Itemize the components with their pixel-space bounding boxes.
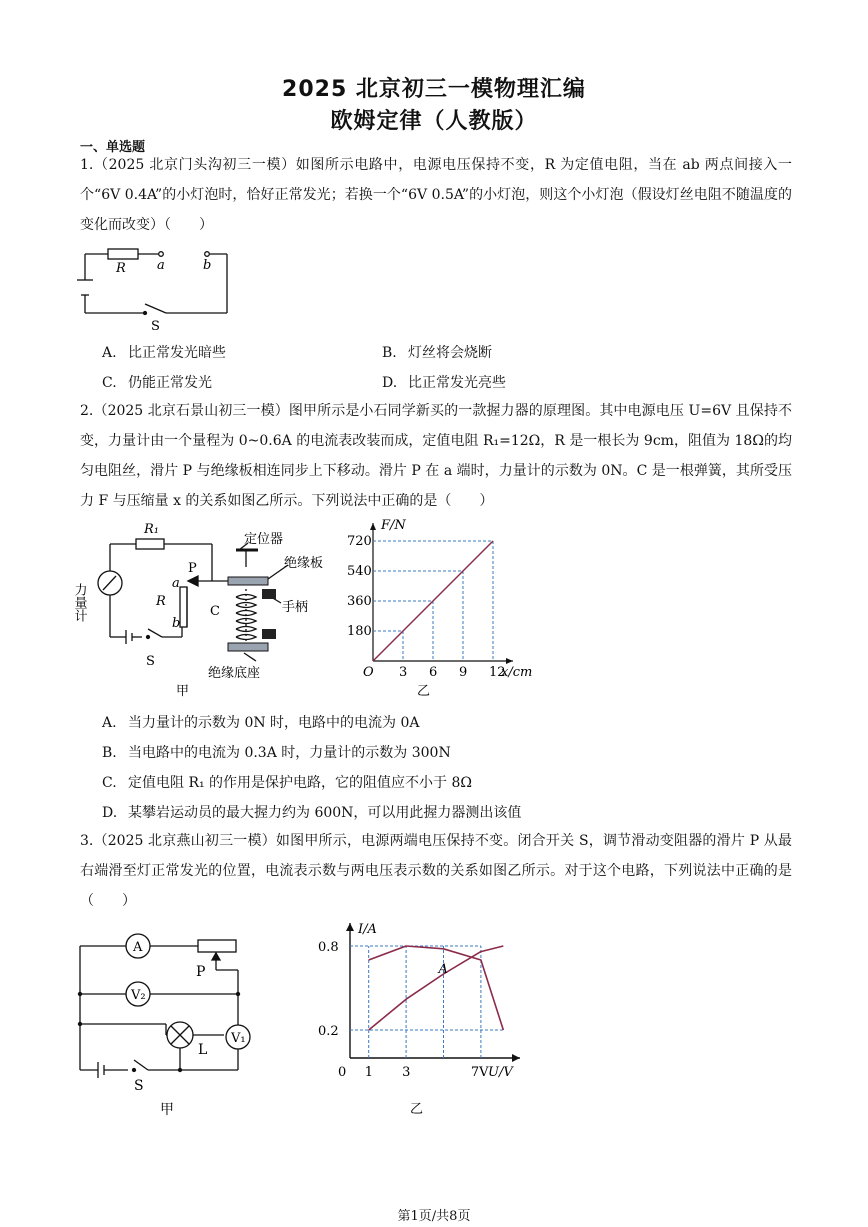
option-label: A.	[102, 345, 117, 361]
y-tick-label: 540	[347, 564, 372, 579]
q2-label-P: P	[188, 561, 197, 576]
option-text: 灯丝将会烧断	[408, 345, 492, 361]
q2-label-S: S	[146, 654, 155, 669]
q2-circuit-figure-jia	[71, 517, 346, 700]
x-axis-label: x/cm	[501, 665, 533, 680]
y-tick-label: 360	[347, 594, 372, 609]
x-axis-arrow	[506, 658, 513, 664]
option-text: 比正常发光暗些	[128, 345, 226, 361]
data-curve	[369, 946, 504, 1030]
x-axis-arrow	[512, 1054, 520, 1062]
option-label: B.	[382, 345, 397, 361]
q2-label-positioner: 定位器	[244, 532, 284, 547]
q2-force-compression-chart	[340, 515, 540, 700]
q3-label-jia: 甲	[160, 1102, 174, 1118]
q3-label-P: P	[196, 964, 206, 980]
x-axis-label: U/V	[488, 1065, 513, 1080]
option-text: 某攀岩运动员的最大握力约为 600N，可以用此握力器测出该值	[128, 805, 522, 821]
option-text: 当力量计的示数为 0N 时，电路中的电流为 0A	[128, 715, 420, 731]
q3-label-S: S	[134, 1078, 144, 1094]
q2-label-plate: 绝缘板	[284, 556, 324, 571]
y-tick-label: 0.2	[318, 1024, 339, 1039]
page-subtitle: 欧姆定律（人教版）	[330, 109, 538, 134]
x-tick-label: 9	[459, 665, 468, 680]
q2-option-b[interactable]	[102, 742, 451, 762]
option-label: D.	[382, 375, 398, 391]
x-tick-label: 3	[402, 1065, 411, 1080]
y-axis-arrow	[370, 523, 376, 530]
q1-option-a[interactable]	[102, 342, 226, 362]
page-footer: 第1页/共8页	[397, 1209, 471, 1224]
q3-circuit-figure-jia	[78, 930, 258, 1120]
page-title: 2025 北京初三一模物理汇编	[282, 77, 586, 102]
q2-label-jia: 甲	[176, 684, 190, 699]
q3-voltmeter2-label: V₂	[131, 988, 146, 1003]
q2-option-d[interactable]	[102, 802, 521, 822]
question-2-text: 2.（2025 北京石景山初三一模）图甲所示是小石同学新买的一款握力器的原理图。其中电源电压 U=6V 且保持不变，力量计由一个量程为 0~0.6A 的电流表改装而成，定值电阻 R₁=12Ω，R 是一根长为 9cm，阻值为 18Ω的均匀电阻丝，滑片 P 与绝缘板相连同步上下移动。滑片 P 在 a 端时，力量计的示数为 0N。C 是一根弹簧，其所受压力 F 与压缩量 x 的关系如图乙所示。下列说法中正确的是（ ）	[80, 403, 792, 509]
intersection-label: A	[438, 961, 448, 977]
q2-label-R: R	[156, 594, 166, 609]
x-tick-label: 0	[338, 1065, 347, 1080]
option-label: A.	[102, 715, 117, 731]
q2-label-base: 绝缘底座	[208, 666, 261, 681]
option-label: C.	[102, 775, 117, 791]
q2-label-C: C	[210, 604, 220, 619]
q1-label-a: a	[157, 258, 165, 273]
q1-label-R: R	[116, 261, 126, 276]
q1-label-b: b	[203, 258, 212, 273]
option-label: D.	[102, 805, 118, 821]
q1-circuit-figure	[75, 238, 235, 334]
q2-label-a: a	[172, 576, 180, 591]
y-axis-label: F/N	[381, 518, 406, 533]
q2-option-c[interactable]	[102, 772, 472, 792]
y-axis-arrow	[346, 923, 354, 931]
q3-voltmeter1-label: V₁	[231, 1031, 246, 1046]
q1-label-S: S	[151, 319, 160, 334]
option-label: C.	[102, 375, 117, 391]
q2-label-meter: 力量计	[71, 583, 87, 622]
y-tick-label: 180	[347, 624, 372, 639]
q2-option-a[interactable]	[102, 712, 420, 732]
option-label: B.	[102, 745, 117, 761]
section-heading: 一、单选题	[80, 140, 146, 155]
q2-label-R1: R₁	[144, 522, 159, 537]
option-text: 当电路中的电流为 0.3A 时，力量计的示数为 300N	[128, 745, 451, 761]
figure-caption-yi: 乙	[410, 1102, 424, 1117]
x-tick-label: 1	[364, 1065, 373, 1080]
q3-ammeter-label: A	[133, 940, 143, 955]
x-tick-label: 12	[489, 665, 506, 680]
option-text: 仍能正常发光	[128, 375, 212, 391]
option-text: 比正常发光亮些	[408, 375, 506, 391]
data-curve	[369, 946, 504, 1030]
q1-option-b[interactable]	[382, 342, 492, 362]
x-tick-label: 6	[429, 665, 438, 680]
q3-current-voltage-chart	[300, 915, 530, 1120]
q1-option-d[interactable]	[382, 372, 506, 392]
q1-option-c[interactable]	[102, 372, 212, 392]
y-tick-label: 720	[347, 534, 372, 549]
figure-caption-yi: 乙	[417, 684, 431, 699]
q2-label-b: b	[172, 616, 181, 631]
q3-label-L: L	[198, 1042, 208, 1058]
y-axis-label: I/A	[358, 922, 377, 937]
option-text: 定值电阻 R₁ 的作用是保护电路，它的阻值应不小于 8Ω	[128, 775, 473, 791]
question-3-text: 3.（2025 北京燕山初三一模）如图甲所示，电源两端电压保持不变。闭合开关 S，调节滑动变阻器的滑片 P 从最右端滑至灯正常发光的位置，电流表示数与两电压表示数的关系如图乙所示。对于这个电路，下列说法中正确的是（ ）	[80, 833, 792, 909]
q2-label-handle: 手柄	[282, 600, 309, 615]
question-1-text: 1.（2025 北京门头沟初三一模）如图所示电路中，电源电压保持不变，R 为定值电阻，当在 ab 两点间接入一个“6V 0.4A”的小灯泡时，恰好正常发光；若换一个“6V 0.5A”的小灯泡，则这个小灯泡（假设灯丝电阻不随温度的变化而改变）（ ）	[80, 157, 792, 233]
y-tick-label: 0.8	[318, 940, 339, 955]
x-tick-label: O	[363, 665, 374, 680]
x-tick-label: 3	[399, 665, 408, 680]
x-tick-label: 7V	[470, 1065, 489, 1080]
